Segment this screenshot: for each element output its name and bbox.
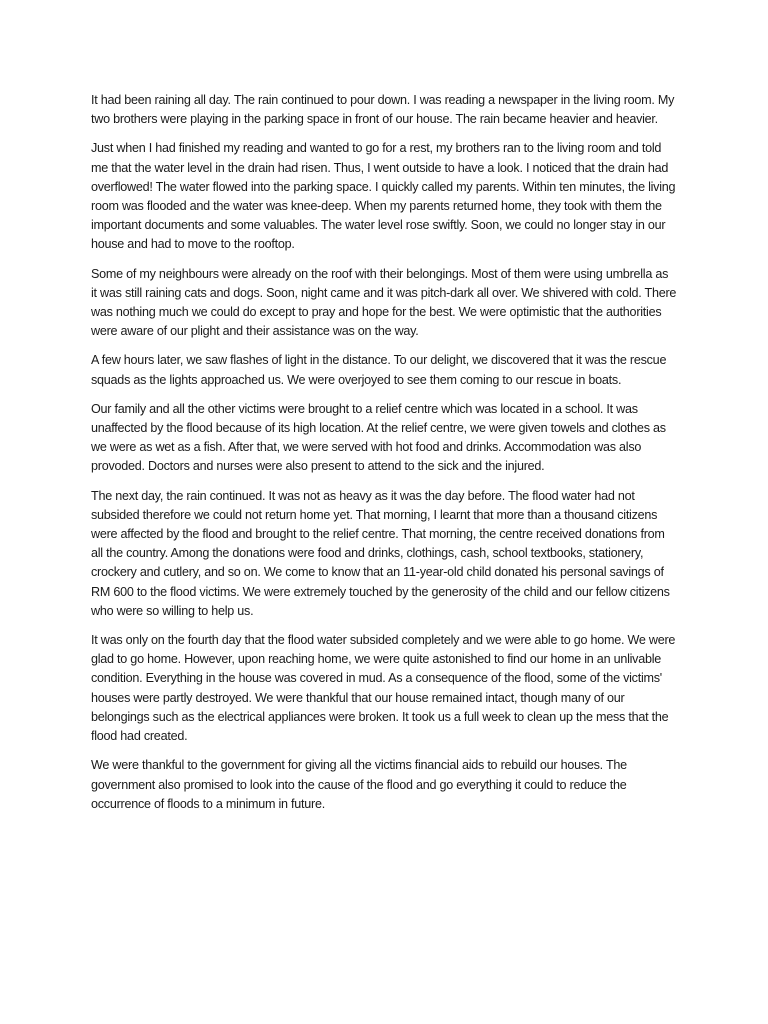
paragraph-4: A few hours later, we saw flashes of light in the distance. To our delight, we discovered that it was the rescue squads as the lights approached us. We were overjoyed to see them coming to our rescue in boats. — [91, 353, 667, 387]
document-page — [91, 91, 677, 824]
paragraph-8: We were thankful to the government for giving all the victims financial aids to rebuild our houses. The government also promised to look into the cause of the flood and go everything it could to reduce the occurrence of floods to a minimum in future. — [91, 758, 627, 811]
paragraph-2: Just when I had finished my reading and wanted to go for a rest, my brothers ran to the living room and told me that the water level in the drain had risen. Thus, I went outside to have a look. I noticed that the drain had overflowed! The water flowed into the parking space. I quickly called my parents. Within ten minutes, the living room was flooded and the water was knee-deep. When my parents returned home, they took with them the important documents and some valuables. The water level rose swiftly. Soon, we could no longer stay in our house and had to move to the rooftop. — [91, 141, 676, 252]
paragraph-1: It had been raining all day. The rain continued to pour down. I was reading a newspaper in the living room. My two brothers were playing in the parking space in front of our house. The rain became heavier and heavier. — [91, 93, 675, 127]
paragraph-7: It was only on the fourth day that the flood water subsided completely and we were able to go home. We were glad to go home. However, upon reaching home, we were quite astonished to find our home in an unlivable condition. Everything in the house was covered in mud. As a consequence of the flood, some of the victims' houses were partly destroyed. We were thankful that our house remained intact, though many of our belongings such as the electrical appliances were broken. It took us a full week to clean up the mess that the flood had created. — [91, 633, 676, 744]
paragraph-6: The next day, the rain continued. It was not as heavy as it was the day before. The flood water had not subsided therefore we could not return home yet. That morning, I learnt that more than a thousand citizens were affected by the flood and brought to the relief centre. That morning, the centre received donations from all the country. Among the donations were food and drinks, clothings, cash, school textbooks, stationery, crockery and cutlery, and so on. We come to know that an 11-year-old child donated his personal savings of RM 600 to the flood victims. We were extremely touched by the generosity of the child and our fellow citizens who were so willing to help us. — [91, 488, 670, 618]
paragraph-3: Some of my neighbours were already on the roof with their belongings. Most of them were using umbrella as it was still raining cats and dogs. Soon, night came and it was pitch-dark all over. We shivered with cold. There was nothing much we could do except to pray and hope for the best. We were optimistic that the authorities were aware of our plight and their assistance was on the way. — [91, 266, 677, 339]
paragraph-5: Our family and all the other victims were brought to a relief centre which was located in a school. It was unaffected by the flood because of its high location. At the relief centre, we were given towels and clothes as we were as wet as a fish. After that, we were served with hot food and drinks. Accommodation was also provoded. Doctors and nurses were also present to attend to the sick and the injured. — [91, 401, 666, 474]
